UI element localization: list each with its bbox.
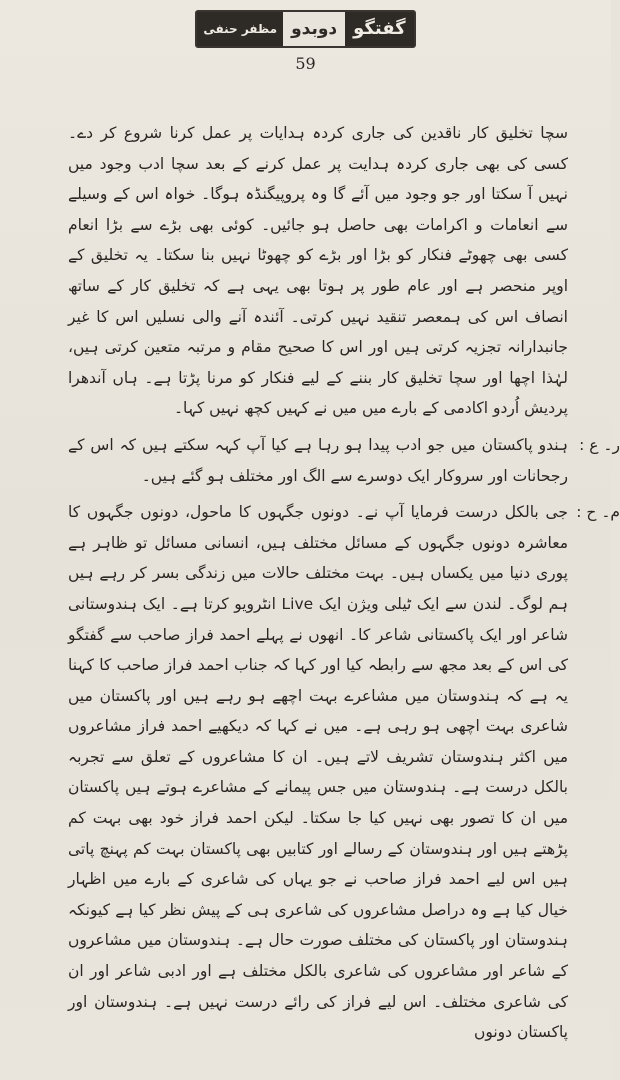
question-speaker: ر۔ ع : (579, 435, 620, 454)
book-subtitle: دوبدو (283, 12, 345, 46)
page-number: 59 (295, 54, 316, 73)
answer-text: جی بالکل درست فرمایا آپ نے۔ دونوں جگہوں کا ماحول، دونوں جگہوں کا معاشرہ دونوں جگہوں کے مسائل مختلف ہیں، انسانی مسائل تو ظاہر ہے پوری دنیا میں یکساں ہیں۔ بہت مختلف حالات میں زندگی بسر کر رہے ہیں ہم لوگ۔ لندن سے ایک ٹیلی ویژن ایک Live انٹرویو کرتا ہے۔ ایک ہندوستانی شاعر اور ایک پاکستانی شاعر کا۔ انھوں نے پہلے احمد فراز صاحب سے گفتگو کی اس کے بعد مجھ سے رابطہ کیا اور کہا کہ جناب احمد فراز صاحب کا کہنا یہ ہے کہ ہندوستان میں مشاعرے بہت اچھے ہو رہے ہیں اور پاکستان میں شاعری بہت اچھی ہو رہی ہے۔ میں نے کہا کہ دیکھیے احمد فراز مشاعروں میں اکثر ہندوستان تشریف لاتے ہیں۔ ان کا مشاعروں کے تعلق سے تجربہ بالکل درست ہے۔ ہندوستان میں جس پیمانے کے مشاعرے ہوتے ہیں پاکستان میں ان کا تصور بھی نہیں کیا جا سکتا۔ لیکن احمد فراز خود بھی بہت کم پڑھتے ہیں اور ہندوستان کے رسالے اور کتابیں بھی پاکستان بہت کم پہنچ پاتی ہیں اس لیے احمد فراز صاحب نے جو یہاں کی شاعری کے بارے میں اظہار خیال کیا ہے وہ دراصل مشاعروں کی شاعری ہی کے پیش نظر کیا ہے کیونکہ ہندوستان اور پاکستان کی مختلف صورت حال ہے۔ ہندوستان میں مشاعروں کے شاعر اور مشاعروں کی شاعری بالکل مختلف ہے اور ادبی شاعر اور ان کی شاعری مختلف۔ اس لیے فراز کی رائے درست نہیں ہے۔ ہندوستان اور پاکستان دونوں (68, 503, 569, 1042)
answer-speaker: م۔ ح : (576, 503, 620, 522)
question-block (68, 430, 620, 491)
answer-block (68, 497, 620, 1048)
body-text (68, 118, 620, 1054)
page-header (0, 10, 611, 73)
intro-paragraph: سچا تخلیق کار ناقدین کی جاری کردہ ہدایات پر عمل کرنا شروع کر دے۔ کسی کی بھی جاری کردہ ہدایت پر عمل کرنے کے بعد سچا ادب وجود میں نہیں آ سکتا اور جو وجود میں آئے گا وہ پروپیگنڈہ ہوگا۔ خواہ اس کے وسیلے سے انعامات و اکرامات بھی حاصل ہو جائیں۔ کوئی بھی بڑے سے بڑا انعام کسی بھی چھوٹے فنکار کو بڑا اور بڑے کو چھوٹا نہیں بنا سکتا۔ یہ تخلیق کے اوپر منحصر ہے اور عام طور پر ہوتا بھی یہی ہے کہ تخلیق کار کے ساتھ انصاف اس کی ہمعصر تنقید نہیں کرتی۔ آئندہ آنے والی نسلیں اس کا غیر جانبدارانہ تجزیہ کرتی ہیں اور اس کا صحیح مقام و مرتبہ متعین کرتی ہیں، لہٰذا اچھا اور سچا تخلیق کار بننے کے لیے فنکار کو مرنا پڑتا ہے۔ ہاں آندھرا پردیش اُردو اکادمی کے بارے میں میں نے کہیں کچھ نہیں کہا۔ (68, 124, 568, 418)
book-author: مظفر حنفی (197, 12, 283, 46)
book-title: گفتگو (345, 12, 414, 46)
question-text: ہندو پاکستان میں جو ادب پیدا ہو رہا ہے کیا آپ کہہ سکتے ہیں کہ اس کے رجحانات اور سروکار ایک دوسرے سے الگ اور مختلف ہو گئے ہیں۔ (68, 435, 568, 485)
title-box (195, 10, 415, 48)
